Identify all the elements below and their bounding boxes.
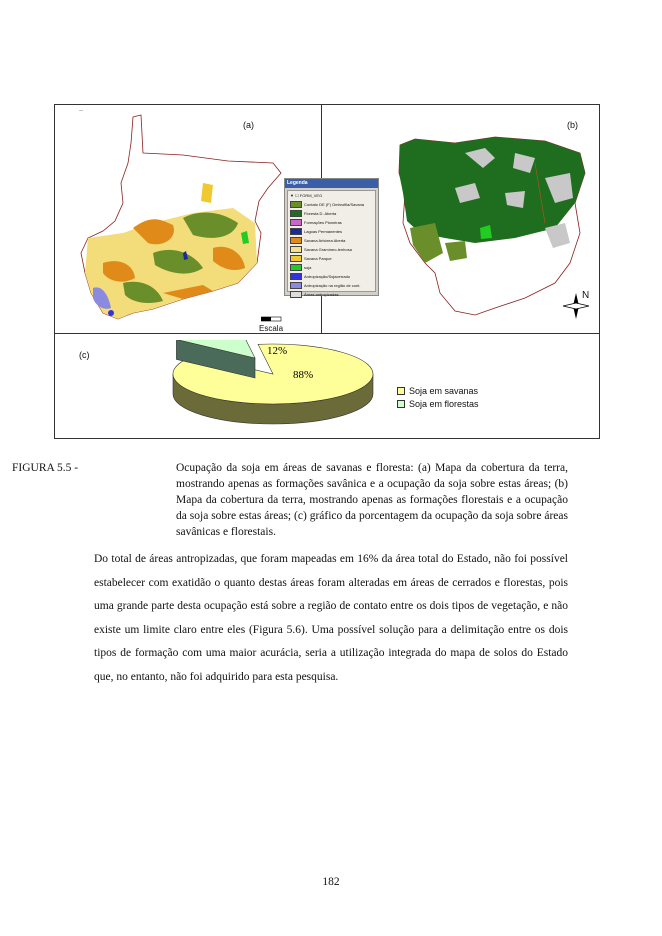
legend-swatch <box>290 246 302 253</box>
pie-legend-swatch <box>397 400 405 408</box>
legend-title: Legenda <box>285 179 378 188</box>
legend-item <box>288 236 375 245</box>
map-legend <box>284 178 379 296</box>
legend-swatch <box>290 282 302 289</box>
legend-swatch <box>290 219 302 226</box>
legend-list <box>287 190 376 297</box>
legend-swatch <box>290 264 302 271</box>
pie-legend-label: Soja em savanas <box>409 385 479 396</box>
legend-swatch <box>290 273 302 280</box>
legend-item-label: Antropização/Sojacerrado <box>304 274 351 279</box>
legend-item-label: Contato DE (F) Ombrofila/Savana <box>304 202 365 207</box>
savanna-soy-map <box>63 113 293 328</box>
legend-swatch <box>290 210 302 217</box>
legend-swatch <box>290 228 302 235</box>
legend-swatch <box>290 291 302 298</box>
panel-b-label: (b) <box>567 120 578 130</box>
legend-item <box>288 227 375 236</box>
legend-item <box>288 191 375 200</box>
legend-item-label: soja <box>304 265 312 270</box>
figure-5-5 <box>54 104 600 439</box>
legend-item <box>288 281 375 290</box>
pie-legend-swatch <box>397 387 405 395</box>
panel-a-label: (a) <box>243 120 254 130</box>
pie-legend-item <box>397 397 479 410</box>
pie-legend-item <box>397 384 479 397</box>
pie-legend-label: Soja em florestas <box>409 398 479 409</box>
legend-item-label: Floresta D. Aberta <box>304 211 337 216</box>
legend-swatch <box>290 237 302 244</box>
legend-item <box>288 218 375 227</box>
coordinate-label: — <box>79 107 83 112</box>
legend-item <box>288 272 375 281</box>
legend-swatch <box>290 201 302 208</box>
legend-item-label: ▼ ☐ FORM_VEG <box>290 193 323 198</box>
pie-chart-svg <box>165 340 395 440</box>
legend-swatch <box>290 255 302 262</box>
legend-item <box>288 200 375 209</box>
legend-item <box>288 254 375 263</box>
panel-c-label: (c) <box>79 350 90 360</box>
legend-item <box>288 290 375 299</box>
soy-pie-chart <box>55 334 601 440</box>
caption-label: FIGURA 5.5 - <box>12 462 79 474</box>
legend-item <box>288 209 375 218</box>
body-paragraph: Do total de áreas antropizadas, que foram mapeadas em 16% da área total do Estado, não foi possível estabelecer com exatidão o quanto destas áreas foram alteradas em áreas de cerrados e florestas, pois uma grande parte desta ocupação está sobre a região de contato entre os dois tipos de vegetação, e não existe um limite claro entre eles (Figura 5.6). Uma possível solução para a delimitação entre os dois tipos de formação com uma maior acurácia, seria a utilização integrada do mapa de solos do Estado que, no entanto, não foi adquirido para esta pesquisa. <box>94 553 568 683</box>
scale-label: Escala <box>259 324 284 333</box>
legend-item-label: Antropização na região de cont. <box>304 283 361 288</box>
legend-item <box>288 263 375 272</box>
legend-item-label: Formações Pioneiras <box>304 220 342 225</box>
legend-item-label: Savana Parque <box>304 256 332 261</box>
page-number: 182 <box>322 876 340 888</box>
legend-item-label: Áreas antropizadas <box>304 292 339 297</box>
legend-item <box>288 245 375 254</box>
north-label: N <box>582 290 590 301</box>
legend-item-label: Savana Arbórea Aberta <box>304 238 346 243</box>
caption-text: Ocupação da soja em áreas de savanas e floresta: (a) Mapa da cobertura da terra, mostrando apenas as formações savânica e a ocupação da soja sobre estas áreas; (b) Mapa da cobertura da terra, mostrando apenas as formações florestais e a ocupação da soja sobre estas áreas; (c) gráfico da porcentagem da ocupação da soja sobre áreas savânicas e florestais. <box>176 462 568 538</box>
legend-item-label: Lagoas Permanentes <box>304 229 343 234</box>
legend-item-label: Savana Gramíneo-lenhosa <box>304 247 352 252</box>
pie-data-label-savanas: 88% <box>293 369 314 381</box>
scale-bar <box>261 313 283 323</box>
pie-legend <box>397 384 479 410</box>
pie-data-label-florestas: 12% <box>267 345 288 357</box>
